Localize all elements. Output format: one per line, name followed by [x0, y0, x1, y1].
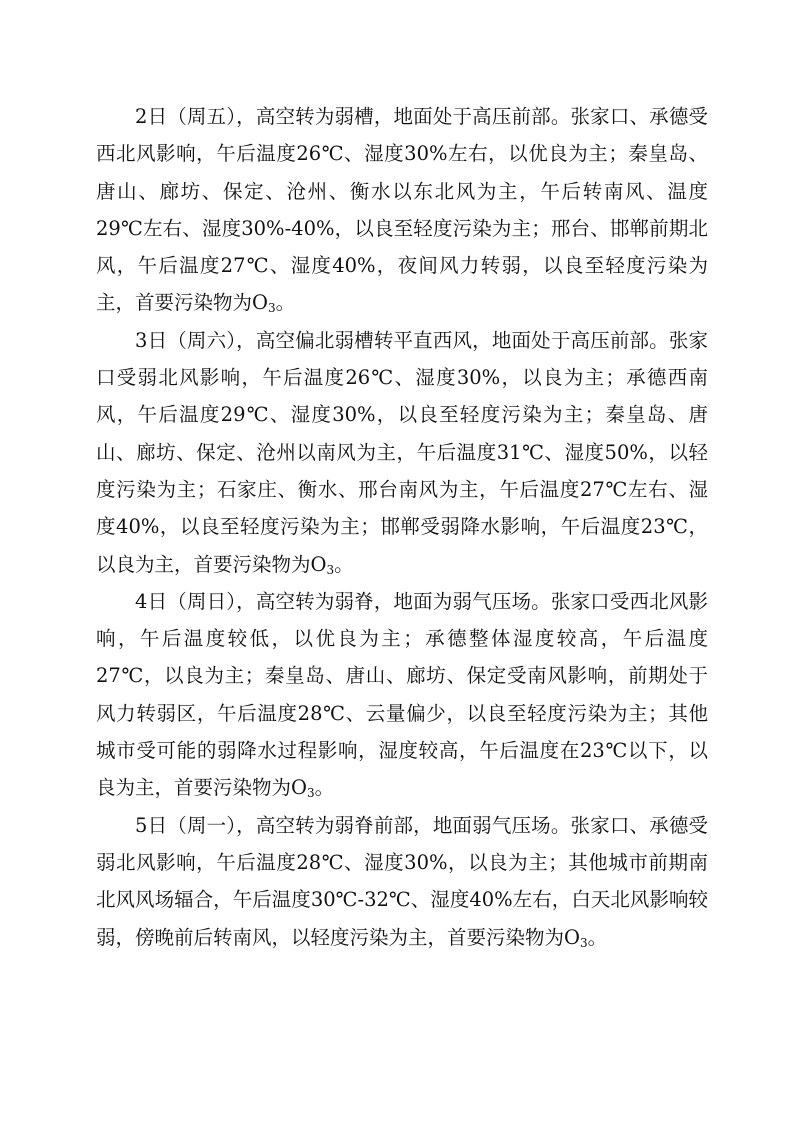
paragraph-end: 。: [587, 925, 608, 949]
paragraph-day-5: [96, 807, 708, 956]
paragraph-text: 3日（周六），高空偏北弱槽转平直西风，地面处于高压前部。张家口受弱北风影响，午后温度26℃、湿度30%，以良为主；承德西南风，午后温度29℃、湿度30%，以良至轻度污染为主；秦皇岛、唐山、廊坊、保定、沧州以南风为主，午后温度31℃、湿度50%，以轻度污染为主；石家庄、衡水、邢台南风为主，午后温度27℃左右、湿度40%，以良至轻度污染为主；邯郸受弱降水影响，午后温度23℃，以良为主，首要污染物为: [96, 328, 708, 576]
pollutant-symbol: O: [291, 776, 308, 800]
pollutant-symbol: O: [564, 925, 581, 949]
pollutant-subscript: 3: [307, 786, 315, 801]
paragraph-text: 5日（周一），高空转为弱脊前部，地面弱气压场。张家口、承德受弱北风影响，午后温度28℃、湿度30%，以良为主；其他城市前期南北风风场辐合，午后温度30℃-32℃、湿度40%左右，白天北风影响较弱，傍晚前后转南风，以轻度污染为主，首要污染物为: [96, 813, 708, 949]
paragraph-text: 4日（周日），高空转为弱脊，地面为弱气压场。张家口受西北风影响，午后温度较低，以优良为主；承德整体湿度较高，午后温度27℃，以良为主；秦皇岛、唐山、廊坊、保定受南风影响，前期处于风力转弱区，午后温度28℃、云量偏少，以良至轻度污染为主；其他城市受可能的弱降水过程影响，湿度较高，午后温度在23℃以下，以良为主，首要污染物为: [96, 589, 708, 800]
paragraph-day-2: [96, 98, 708, 322]
paragraph-end: 。: [314, 776, 335, 800]
paragraph-text: 2日（周五），高空转为弱槽，地面处于高压前部。张家口、承德受西北风影响，午后温度26℃、湿度30%左右，以优良为主；秦皇岛、唐山、廊坊、保定、沧州、衡水以东北风为主，午后转南风、温度29℃左右、湿度30%-40%，以良至轻度污染为主；邢台、邯郸前期北风，午后温度27℃、湿度40%，夜间风力转弱，以良至轻度污染为主，首要污染物为: [96, 105, 708, 315]
document-body: [96, 98, 708, 956]
pollutant-symbol: O: [252, 291, 269, 315]
paragraph-end: 。: [334, 552, 354, 576]
paragraph-day-4: [96, 583, 708, 807]
pollutant-subscript: 3: [580, 935, 588, 950]
pollutant-subscript: 3: [326, 562, 335, 577]
pollutant-subscript: 3: [268, 301, 276, 316]
pollutant-symbol: O: [310, 552, 327, 576]
paragraph-end: 。: [275, 291, 296, 315]
paragraph-day-3: [96, 322, 708, 583]
